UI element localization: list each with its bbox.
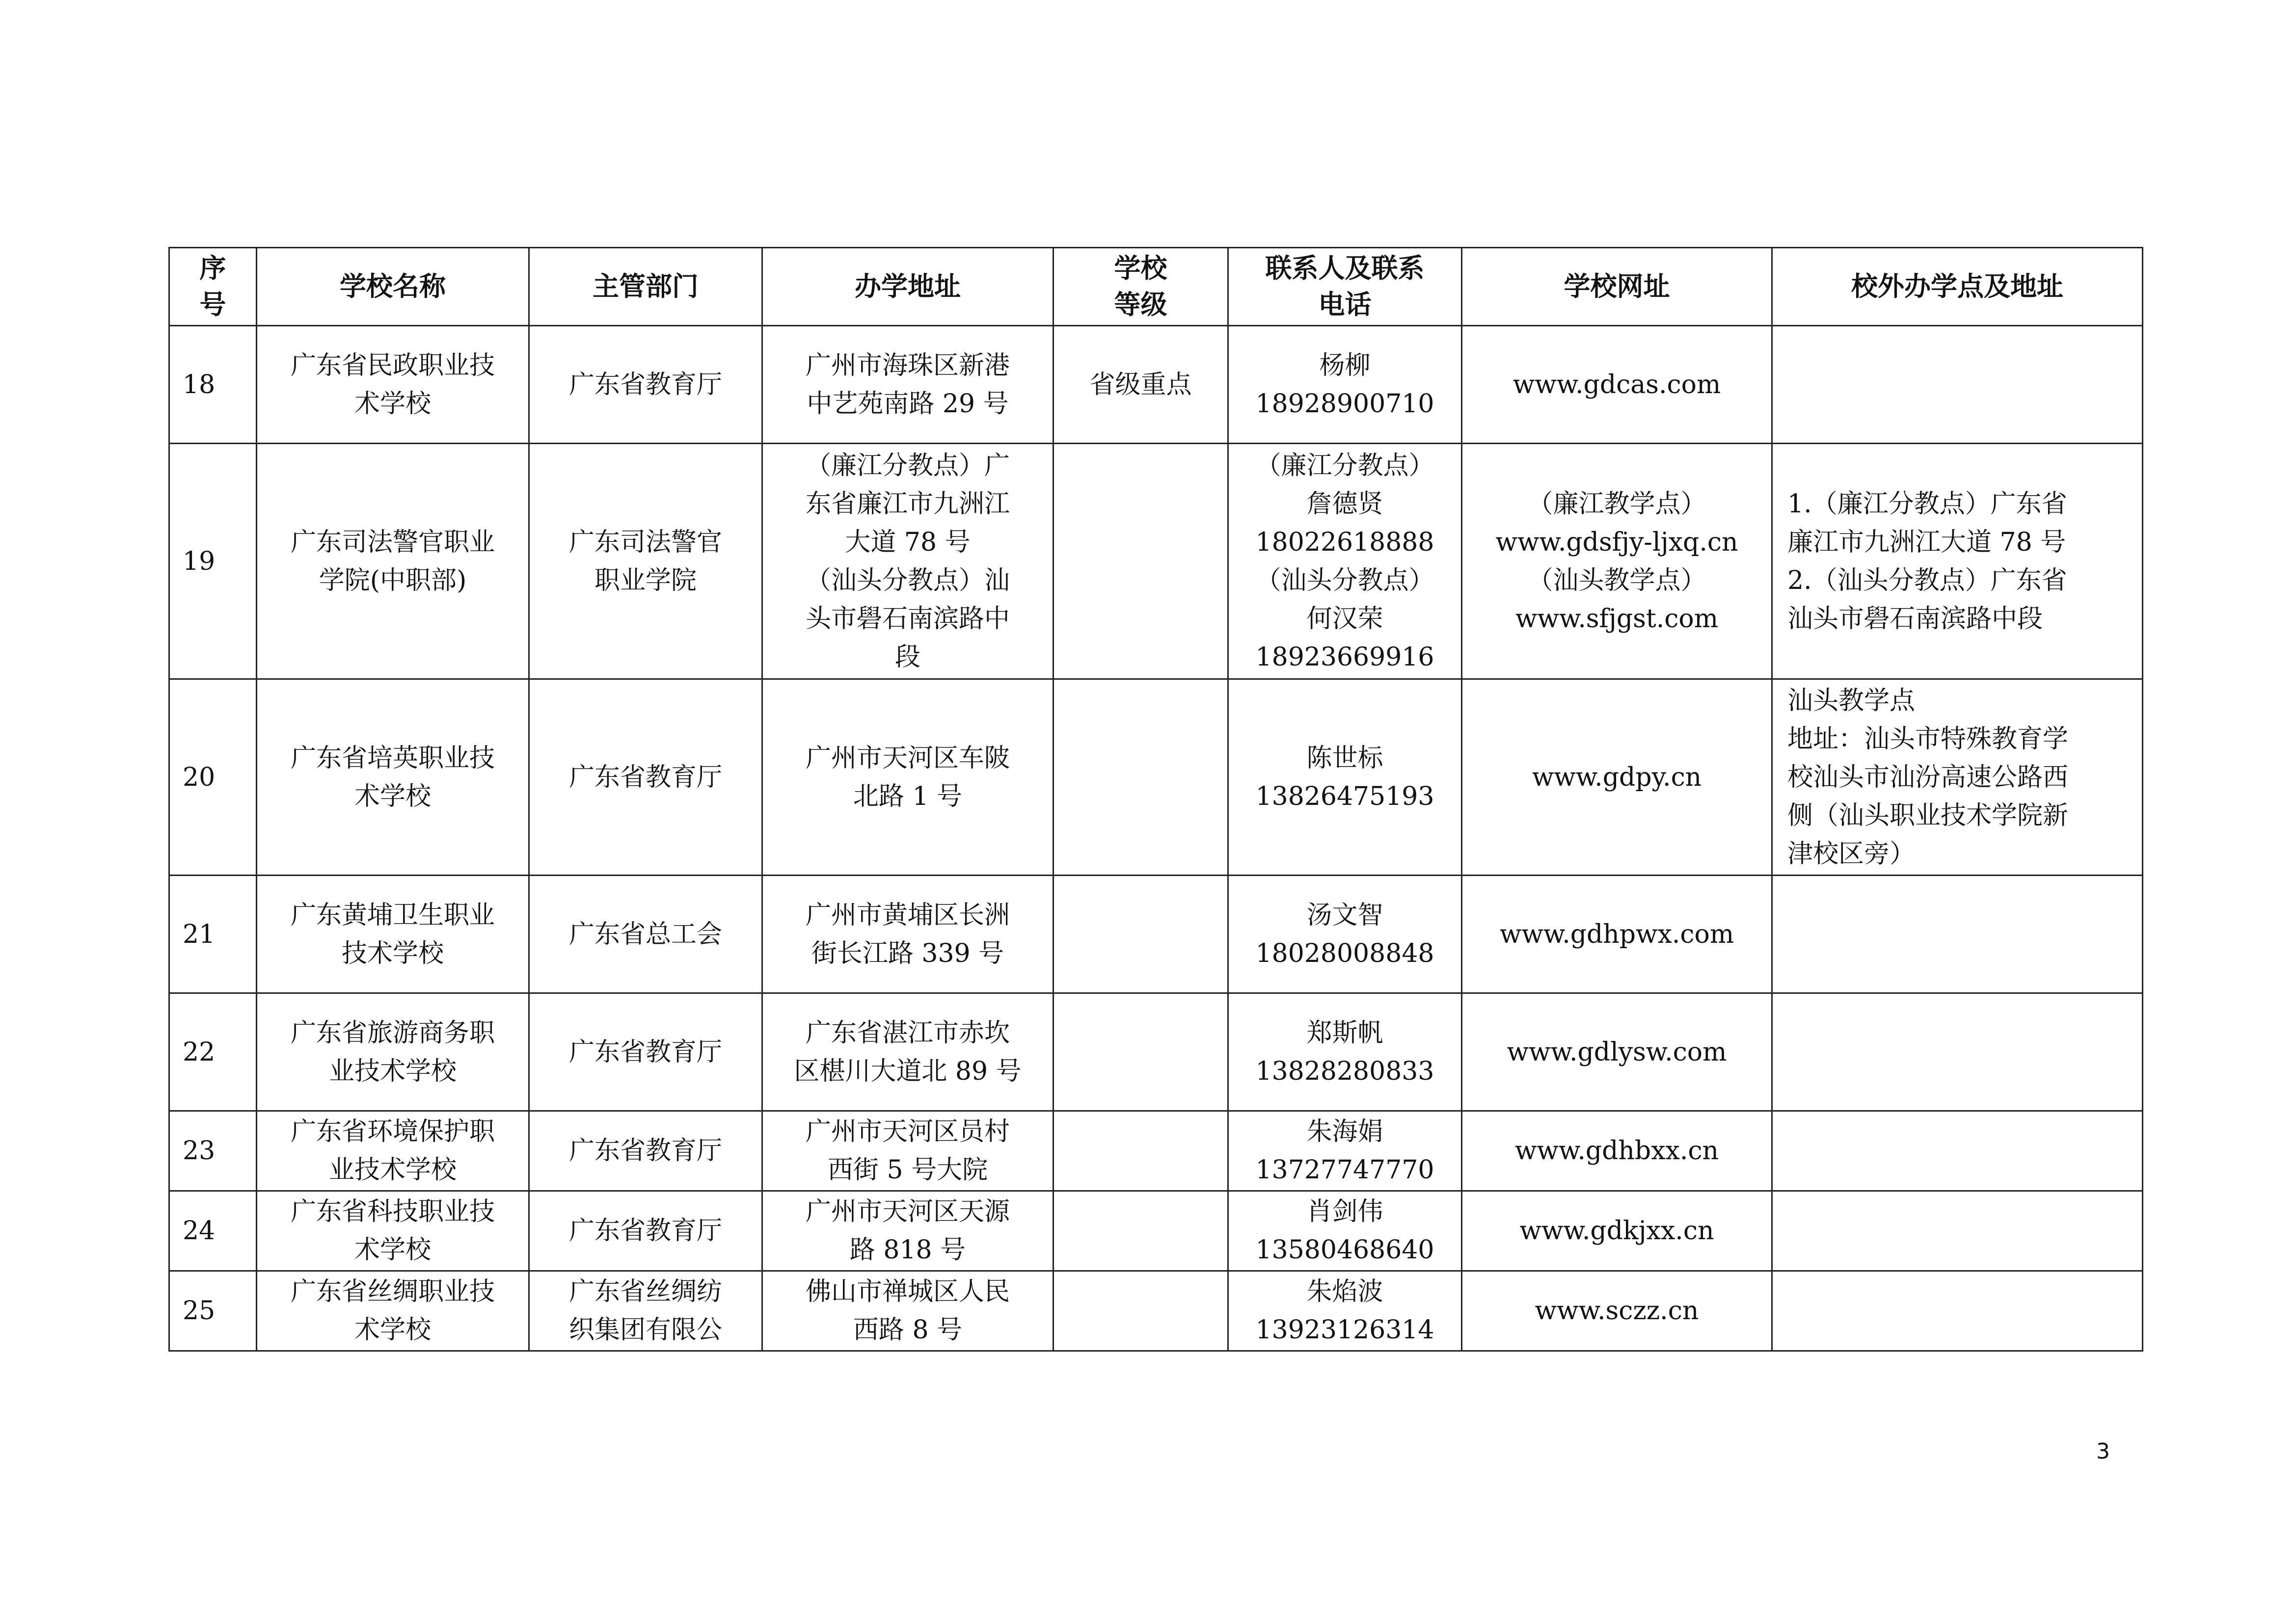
cell-contact-line: 18923669916 <box>1255 642 1434 672</box>
cell-address <box>762 1111 1053 1191</box>
cell-address-line: 段 <box>894 642 920 672</box>
cell-offsite-line: 地址：汕头市特殊教育学 <box>1787 724 2069 754</box>
header-row <box>169 248 2143 326</box>
cell-school-name <box>257 444 529 679</box>
cell-address-line: 中艺苑南路 29 号 <box>807 389 1009 419</box>
cell-website-line: www.gdhbxx.cn <box>1514 1136 1719 1166</box>
cell-school-name-line: 广东省旅游商务职 <box>290 1018 495 1048</box>
cell-offsite-line: 廉江市九洲江大道 78 号 <box>1787 527 2066 557</box>
cell-contact-line: 13923126314 <box>1255 1315 1434 1345</box>
header-level: 学校 等级 <box>1053 248 1228 326</box>
cell-school-name <box>257 1191 529 1271</box>
cell-department-line: 广东省教育厅 <box>568 1216 722 1246</box>
cell-website <box>1462 1111 1772 1191</box>
cell-website-line: www.gdhpwx.com <box>1499 919 1734 949</box>
cell-school-name-line: 学院(中职部) <box>319 565 467 595</box>
cell-address-line: 佛山市禅城区人民 <box>805 1277 1010 1306</box>
cell-address-line: 广州市天河区车陂 <box>805 743 1010 773</box>
cell-department <box>529 444 762 679</box>
page-number: 3 <box>2096 1439 2110 1464</box>
cell-contact-line: 18928900710 <box>1255 389 1434 419</box>
cell-level <box>1053 444 1228 679</box>
cell-level-line: 省级重点 <box>1089 370 1192 399</box>
cell-contact-line: 陈世标 <box>1306 743 1383 773</box>
cell-school-name-line: 广东黄埔卫生职业 <box>290 900 495 930</box>
cell-seq: 23 <box>169 1111 257 1191</box>
cell-seq: 20 <box>169 679 257 876</box>
cell-address-line: 广州市海珠区新港 <box>805 350 1010 380</box>
cell-school-name <box>257 326 529 444</box>
cell-address-line: 广州市天河区天源 <box>805 1197 1010 1226</box>
cell-school-name-line: 广东省科技职业技 <box>290 1197 495 1226</box>
table-row <box>169 679 2143 876</box>
cell-offsite <box>1772 326 2143 444</box>
cell-department-line: 广东省教育厅 <box>568 762 722 792</box>
cell-seq: 19 <box>169 444 257 679</box>
cell-address <box>762 993 1053 1111</box>
cell-department <box>529 679 762 876</box>
cell-offsite <box>1772 993 2143 1111</box>
cell-contact-line: 18022618888 <box>1255 527 1434 557</box>
cell-department <box>529 993 762 1111</box>
cell-address <box>762 444 1053 679</box>
table-row <box>169 876 2143 993</box>
header-website: 学校网址 <box>1462 248 1772 326</box>
cell-website <box>1462 1271 1772 1351</box>
cell-address <box>762 876 1053 993</box>
cell-website-line: www.gdkjxx.cn <box>1519 1216 1714 1246</box>
cell-offsite <box>1772 1271 2143 1351</box>
cell-website-line: www.sczz.cn <box>1535 1296 1699 1326</box>
cell-address <box>762 326 1053 444</box>
cell-contact-line: 13826475193 <box>1255 781 1434 811</box>
cell-school-name-line: 广东省环境保护职 <box>290 1117 495 1146</box>
cell-address-line: 路 818 号 <box>849 1235 966 1265</box>
cell-seq: 24 <box>169 1191 257 1271</box>
table-row <box>169 1111 2143 1191</box>
cell-offsite-line: 津校区旁） <box>1787 839 1916 869</box>
cell-contact-line: 詹德贤 <box>1306 489 1383 519</box>
cell-contact-line: 朱海娟 <box>1306 1117 1383 1146</box>
cell-school-name-line: 术学校 <box>354 389 431 419</box>
cell-address-line: （廉江分教点）广 <box>805 451 1010 480</box>
cell-contact-line: 何汉荣 <box>1306 604 1383 634</box>
cell-address-line: 西路 8 号 <box>853 1315 963 1345</box>
cell-contact-line: （汕头分教点） <box>1255 565 1434 595</box>
table-row <box>169 326 2143 444</box>
cell-department-line: 织集团有限公 <box>568 1315 722 1345</box>
cell-address-line: 北路 1 号 <box>853 781 963 811</box>
cell-school-name-line: 业技术学校 <box>328 1155 457 1185</box>
header-department: 主管部门 <box>529 248 762 326</box>
cell-department <box>529 876 762 993</box>
cell-website-line: www.sfjgst.com <box>1515 604 1719 634</box>
cell-website-line: www.gdlysw.com <box>1507 1037 1727 1067</box>
cell-contact <box>1228 1191 1462 1271</box>
cell-address <box>762 679 1053 876</box>
cell-level <box>1053 1111 1228 1191</box>
cell-department-line: 广东省教育厅 <box>568 1037 722 1067</box>
cell-contact-line: 汤文智 <box>1306 900 1383 930</box>
cell-school-name-line: 业技术学校 <box>328 1056 457 1086</box>
cell-department-line: 广东省总工会 <box>568 919 722 949</box>
cell-website-line: www.gdcas.com <box>1513 370 1721 399</box>
cell-seq: 21 <box>169 876 257 993</box>
cell-contact <box>1228 444 1462 679</box>
cell-school-name-line: 广东省丝绸职业技 <box>290 1277 495 1306</box>
cell-contact-line: 郑斯帆 <box>1306 1018 1383 1048</box>
cell-address <box>762 1191 1053 1271</box>
header-seq: 序 号 <box>169 248 257 326</box>
cell-website <box>1462 1191 1772 1271</box>
cell-offsite <box>1772 1111 2143 1191</box>
cell-contact-line: 朱焰波 <box>1306 1277 1383 1306</box>
cell-contact-line: 肖剑伟 <box>1306 1197 1383 1226</box>
cell-level <box>1053 1191 1228 1271</box>
header-school-name: 学校名称 <box>257 248 529 326</box>
cell-seq: 25 <box>169 1271 257 1351</box>
cell-offsite-line: 汕头教学点 <box>1787 686 1916 716</box>
cell-contact-line: 杨柳 <box>1319 350 1371 380</box>
cell-contact <box>1228 876 1462 993</box>
cell-school-name <box>257 1271 529 1351</box>
cell-offsite-line: 校汕头市汕汾高速公路西 <box>1787 762 2069 792</box>
cell-address-line: （汕头分教点）汕 <box>805 565 1010 595</box>
cell-website-line: www.gdsfjy-ljxq.cn <box>1495 527 1738 557</box>
school-table <box>168 247 2143 1352</box>
cell-department-line: 广东省丝绸纺 <box>568 1277 722 1306</box>
cell-offsite <box>1772 444 2143 679</box>
cell-seq: 22 <box>169 993 257 1111</box>
cell-level <box>1053 876 1228 993</box>
cell-school-name <box>257 679 529 876</box>
cell-offsite-line: 侧（汕头职业技术学院新 <box>1787 800 2069 830</box>
header-contact: 联系人及联系 电话 <box>1228 248 1462 326</box>
cell-website <box>1462 326 1772 444</box>
cell-department-line: 广东省教育厅 <box>568 1136 722 1166</box>
cell-offsite <box>1772 876 2143 993</box>
table-row <box>169 1271 2143 1351</box>
cell-contact <box>1228 1111 1462 1191</box>
cell-school-name-line: 广东省民政职业技 <box>290 350 495 380</box>
cell-contact <box>1228 1271 1462 1351</box>
cell-school-name-line: 术学校 <box>354 1235 431 1265</box>
cell-contact <box>1228 993 1462 1111</box>
cell-offsite-line: 2.（汕头分教点）广东省 <box>1787 565 2067 595</box>
cell-department-line: 职业学院 <box>594 565 697 595</box>
cell-website <box>1462 679 1772 876</box>
cell-department <box>529 1191 762 1271</box>
cell-address <box>762 1271 1053 1351</box>
table-row <box>169 1191 2143 1271</box>
cell-department <box>529 1271 762 1351</box>
cell-level <box>1053 679 1228 876</box>
table-row <box>169 444 2143 679</box>
cell-offsite-line: 汕头市礐石南滨路中段 <box>1787 604 2043 634</box>
cell-address-line: 广东省湛江市赤坎 <box>805 1018 1010 1048</box>
header-offsite: 校外办学点及地址 <box>1772 248 2143 326</box>
cell-offsite <box>1772 679 2143 876</box>
cell-website <box>1462 876 1772 993</box>
cell-website-line: （汕头教学点） <box>1527 565 1706 595</box>
header-address: 办学地址 <box>762 248 1053 326</box>
cell-department <box>529 326 762 444</box>
cell-address-line: 广州市天河区员村 <box>805 1117 1010 1146</box>
cell-department <box>529 1111 762 1191</box>
cell-contact-line: （廉江分教点） <box>1255 451 1434 480</box>
cell-address-line: 区椹川大道北 89 号 <box>794 1056 1022 1086</box>
cell-address-line: 大道 78 号 <box>845 527 971 557</box>
cell-department-line: 广东省教育厅 <box>568 370 722 399</box>
cell-level <box>1053 993 1228 1111</box>
cell-level <box>1053 1271 1228 1351</box>
cell-department-line: 广东司法警官 <box>568 527 722 557</box>
cell-school-name-line: 广东司法警官职业 <box>290 527 495 557</box>
cell-address-line: 西街 5 号大院 <box>827 1155 988 1185</box>
cell-address-line: 广州市黄埔区长洲 <box>805 900 1010 930</box>
cell-address-line: 街长江路 339 号 <box>811 938 1004 968</box>
cell-school-name-line: 广东省培英职业技 <box>290 743 495 773</box>
cell-contact-line: 18028008848 <box>1255 938 1434 968</box>
table-body <box>169 326 2143 1351</box>
cell-school-name <box>257 1111 529 1191</box>
cell-contact <box>1228 679 1462 876</box>
cell-school-name-line: 术学校 <box>354 1315 431 1345</box>
cell-contact <box>1228 326 1462 444</box>
cell-website <box>1462 993 1772 1111</box>
cell-school-name-line: 技术学校 <box>341 938 444 968</box>
cell-offsite <box>1772 1191 2143 1271</box>
cell-address-line: 头市礐石南滨路中 <box>805 604 1010 634</box>
cell-website <box>1462 444 1772 679</box>
cell-offsite-line: 1.（廉江分教点）广东省 <box>1787 489 2067 519</box>
cell-seq: 18 <box>169 326 257 444</box>
cell-school-name <box>257 876 529 993</box>
cell-contact-line: 13727747770 <box>1255 1155 1434 1185</box>
cell-address-line: 东省廉江市九洲江 <box>805 489 1010 519</box>
cell-contact-line: 13828280833 <box>1255 1056 1434 1086</box>
cell-school-name <box>257 993 529 1111</box>
cell-school-name-line: 术学校 <box>354 781 431 811</box>
cell-website-line: www.gdpy.cn <box>1532 762 1702 792</box>
cell-website-line: （廉江教学点） <box>1527 489 1706 519</box>
cell-level <box>1053 326 1228 444</box>
table-row <box>169 993 2143 1111</box>
cell-contact-line: 13580468640 <box>1255 1235 1434 1265</box>
